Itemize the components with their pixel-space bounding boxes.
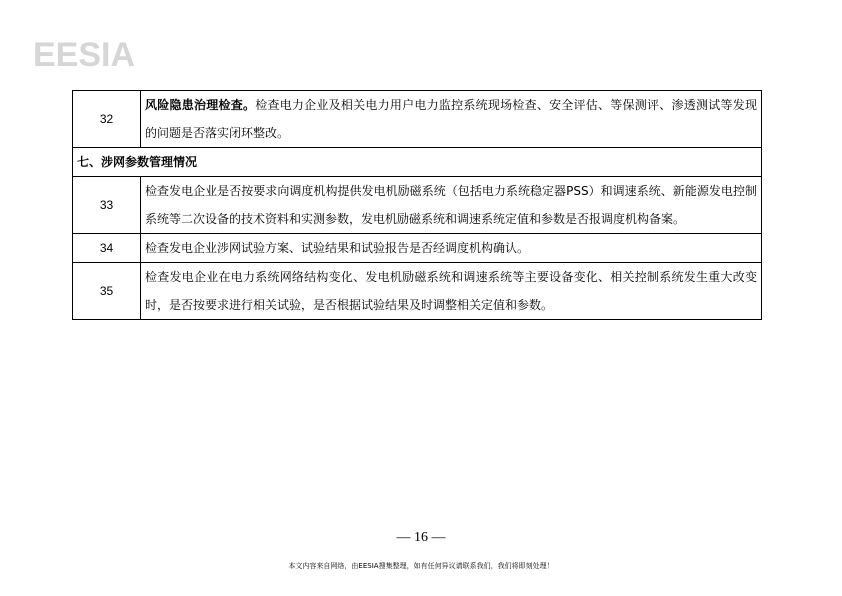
item-content [141,234,762,263]
item-number: 33 [73,177,141,234]
table-row-32 [73,91,762,148]
item-text: 检查发电企业是否按要求向调度机构提供发电机励磁系统（包括电力系统稳定器PSS）和调速系统、新能源发电控制系统等二次设备的技术资料和实测参数，发电机励磁系统和调速系统定值和参数是否报调度机构备案。 [145,184,757,226]
eesia-logo: EESIA [33,36,136,74]
item-text: 检查发电企业涉网试验方案、试验结果和试验报告是否经调度机构确认。 [145,241,530,255]
footer-disclaimer: 本文内容来自网络，由EESIA搜集整理，如有任何异议请联系我们，我们将即刻处理！ [288,562,554,570]
section-heading: 七、涉网参数管理情况 [73,148,762,177]
table-row-34 [73,234,762,263]
item-content [141,263,762,320]
item-text: 检查电力企业及相关电力用户电力监控系统现场检查、安全评估、等保测评、渗透测试等发现的问题是否落实闭环整改。 [145,98,757,140]
table-row-33 [73,177,762,234]
item-content [141,91,762,148]
section-row [73,148,762,177]
item-number: 35 [73,263,141,320]
table-row-35 [73,263,762,320]
item-lead: 风险隐患治理检查。 [145,98,256,112]
item-text: 检查发电企业在电力系统网络结构变化、发电机励磁系统和调速系统等主要设备变化、相关控制系统发生重大改变时，是否按要求进行相关试验，是否根据试验结果及时调整相关定值和参数。 [145,270,757,312]
item-number: 32 [73,91,141,148]
page-number: — 16 — [396,530,446,545]
item-number: 34 [73,234,141,263]
item-content [141,177,762,234]
inspection-items-table [72,90,762,320]
